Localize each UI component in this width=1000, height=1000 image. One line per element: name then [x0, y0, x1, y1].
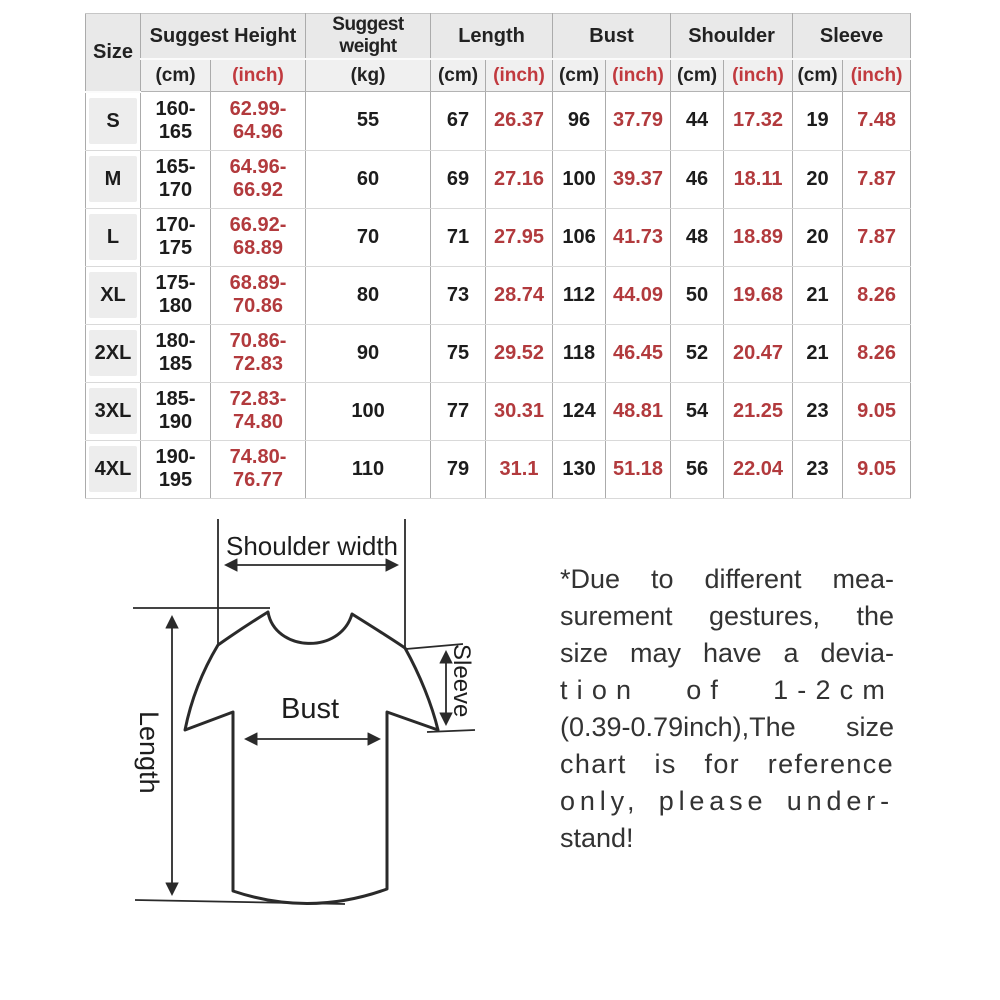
table-cell: 26.37 — [486, 92, 553, 151]
table-cell: 46.45 — [606, 324, 671, 382]
table-cell: 48.81 — [606, 382, 671, 440]
note-line: size may have a devia- — [560, 638, 894, 668]
unit-header-kg: (kg) — [306, 59, 431, 92]
table-cell: 72.83-74.80 — [211, 382, 306, 440]
table-cell: 56 — [671, 440, 724, 498]
note-line: (0.39-0.79inch),The size — [560, 712, 894, 742]
table-cell: 44.09 — [606, 266, 671, 324]
table-cell: 74.80-76.77 — [211, 440, 306, 498]
measurement-disclaimer-note — [560, 561, 894, 857]
table-cell: 71 — [431, 208, 486, 266]
table-row-3xl — [86, 382, 911, 440]
table-cell: 73 — [431, 266, 486, 324]
table-cell: 37.79 — [606, 92, 671, 151]
table-cell: 50 — [671, 266, 724, 324]
table-cell: 28.74 — [486, 266, 553, 324]
unit-header-inch: (inch) — [486, 59, 553, 92]
table-cell — [86, 208, 141, 266]
tshirt-outline — [185, 612, 438, 904]
table-cell: 51.18 — [606, 440, 671, 498]
table-cell: 80 — [306, 266, 431, 324]
table-row-4xl — [86, 440, 911, 498]
size-badge: XL — [89, 272, 137, 318]
table-cell: 70.86-72.83 — [211, 324, 306, 382]
table-cell: 29.52 — [486, 324, 553, 382]
column-header-size: Size — [86, 14, 141, 92]
table-cell: 79 — [431, 440, 486, 498]
size-badge: 2XL — [89, 330, 137, 376]
table-cell: 8.26 — [843, 266, 911, 324]
table-cell: 23 — [793, 382, 843, 440]
table-cell: 52 — [671, 324, 724, 382]
table-cell: 106 — [553, 208, 606, 266]
unit-header-inch: (inch) — [843, 59, 911, 92]
size-badge: L — [89, 214, 137, 260]
table-cell: 70 — [306, 208, 431, 266]
table-cell: 7.48 — [843, 92, 911, 151]
column-header-length: Length — [431, 14, 553, 60]
table-cell: 124 — [553, 382, 606, 440]
table-cell: 75 — [431, 324, 486, 382]
table-cell: 62.99-64.96 — [211, 92, 306, 151]
note-line: only, please under- — [560, 786, 894, 816]
table-cell: 77 — [431, 382, 486, 440]
column-header-bust: Bust — [553, 14, 671, 60]
table-cell: 20.47 — [724, 324, 793, 382]
table-cell: 9.05 — [843, 382, 911, 440]
table-cell — [86, 324, 141, 382]
table-cell: 31.1 — [486, 440, 553, 498]
length-label: Length — [134, 711, 164, 794]
table-cell: 118 — [553, 324, 606, 382]
table-cell: 7.87 — [843, 150, 911, 208]
table-cell: 19 — [793, 92, 843, 151]
unit-header-cm: (cm) — [553, 59, 606, 92]
table-cell: 27.95 — [486, 208, 553, 266]
table-cell — [86, 150, 141, 208]
table-cell: 190-195 — [141, 440, 211, 498]
table-cell: 180-185 — [141, 324, 211, 382]
note-line: tion of 1-2cm — [560, 675, 894, 705]
table-cell: 110 — [306, 440, 431, 498]
table-cell: 44 — [671, 92, 724, 151]
table-cell: 21 — [793, 324, 843, 382]
table-cell: 100 — [306, 382, 431, 440]
unit-header-inch: (inch) — [211, 59, 306, 92]
table-cell: 18.89 — [724, 208, 793, 266]
note-line: *Due to different mea- — [560, 564, 894, 594]
size-badge: 4XL — [89, 446, 137, 492]
table-cell: 165-170 — [141, 150, 211, 208]
unit-header-inch: (inch) — [606, 59, 671, 92]
table-cell: 46 — [671, 150, 724, 208]
table-cell: 90 — [306, 324, 431, 382]
table-cell: 112 — [553, 266, 606, 324]
column-header-suggest-weight: Suggest weight — [306, 14, 431, 60]
table-row-xl — [86, 266, 911, 324]
table-cell: 20 — [793, 150, 843, 208]
table-cell: 19.68 — [724, 266, 793, 324]
note-line: stand! — [560, 823, 634, 853]
shoulder-width-label: Shoulder width — [226, 531, 398, 561]
table-cell: 18.11 — [724, 150, 793, 208]
column-header-shoulder: Shoulder — [671, 14, 793, 60]
table-cell: 39.37 — [606, 150, 671, 208]
unit-header-cm: (cm) — [793, 59, 843, 92]
table-cell: 21.25 — [724, 382, 793, 440]
table-cell: 64.96-66.92 — [211, 150, 306, 208]
column-header-suggest-height: Suggest Height — [141, 14, 306, 60]
note-line: chart is for reference — [560, 749, 894, 779]
unit-header-inch: (inch) — [724, 59, 793, 92]
unit-header-cm: (cm) — [671, 59, 724, 92]
table-cell: 9.05 — [843, 440, 911, 498]
table-row-l — [86, 208, 911, 266]
table-row-s — [86, 92, 911, 151]
table-header-units — [86, 59, 911, 92]
unit-header-cm: (cm) — [141, 59, 211, 92]
table-cell: 67 — [431, 92, 486, 151]
table-row-2xl — [86, 324, 911, 382]
table-cell: 175-180 — [141, 266, 211, 324]
bust-label: Bust — [280, 693, 340, 725]
table-cell: 170-175 — [141, 208, 211, 266]
table-row-m — [86, 150, 911, 208]
tshirt-measurement-diagram — [100, 505, 500, 985]
table-header-groups — [86, 14, 911, 60]
table-cell — [86, 440, 141, 498]
table-cell: 54 — [671, 382, 724, 440]
table-cell: 69 — [431, 150, 486, 208]
table-cell: 60 — [306, 150, 431, 208]
table-cell — [86, 382, 141, 440]
table-cell: 22.04 — [724, 440, 793, 498]
unit-header-cm: (cm) — [431, 59, 486, 92]
size-badge: 3XL — [89, 388, 137, 434]
table-cell: 68.89-70.86 — [211, 266, 306, 324]
size-badge: M — [89, 156, 137, 202]
table-cell: 7.87 — [843, 208, 911, 266]
table-cell: 66.92-68.89 — [211, 208, 306, 266]
note-line: surement gestures, the — [560, 601, 894, 631]
table-cell — [86, 92, 141, 151]
table-cell: 48 — [671, 208, 724, 266]
column-header-sleeve: Sleeve — [793, 14, 911, 60]
table-cell: 20 — [793, 208, 843, 266]
table-cell: 27.16 — [486, 150, 553, 208]
table-cell: 160-165 — [141, 92, 211, 151]
size-badge: S — [89, 98, 137, 144]
table-cell: 41.73 — [606, 208, 671, 266]
table-cell: 8.26 — [843, 324, 911, 382]
table-cell — [86, 266, 141, 324]
table-cell: 30.31 — [486, 382, 553, 440]
table-cell: 21 — [793, 266, 843, 324]
sleeve-label: Sleeve — [448, 644, 475, 718]
table-cell: 185-190 — [141, 382, 211, 440]
table-cell: 130 — [553, 440, 606, 498]
table-cell: 23 — [793, 440, 843, 498]
size-chart-table — [85, 13, 911, 499]
table-cell: 55 — [306, 92, 431, 151]
table-cell: 96 — [553, 92, 606, 151]
table-cell: 100 — [553, 150, 606, 208]
table-cell: 17.32 — [724, 92, 793, 151]
